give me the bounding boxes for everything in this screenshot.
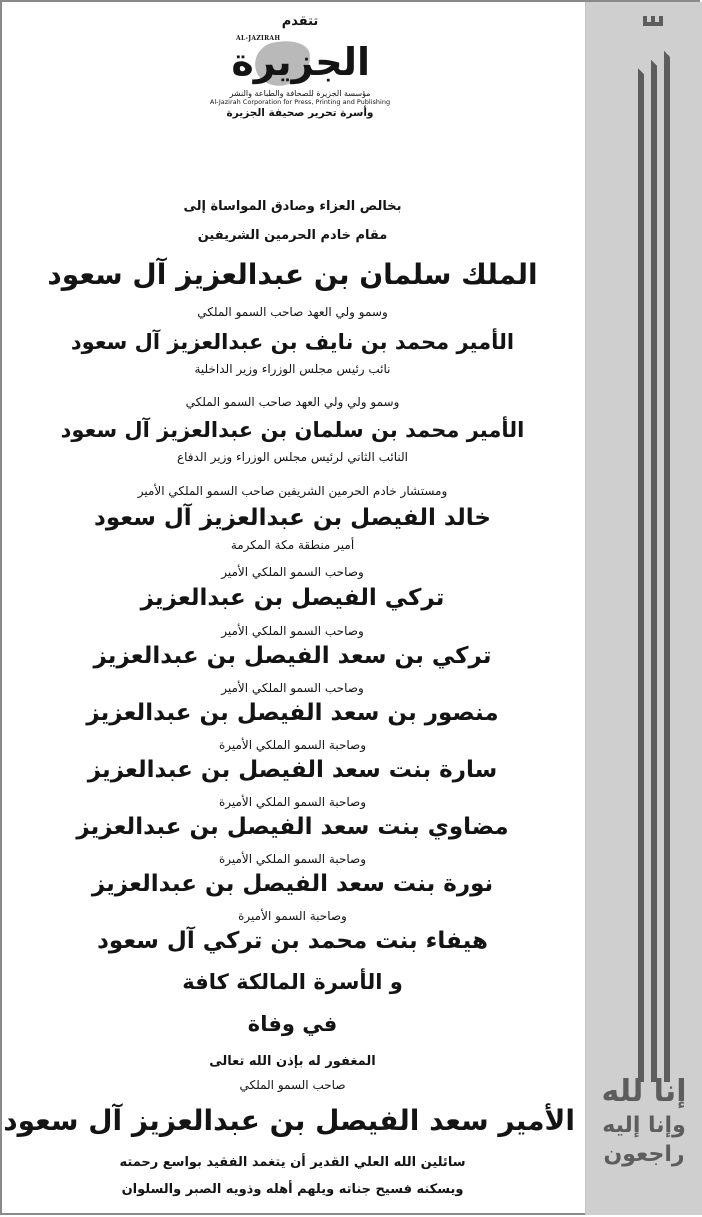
lam-bar-icon: [664, 57, 670, 1082]
king-name: الملك سلمان بن عبدالعزيز آل سعود: [47, 258, 538, 291]
entry-name: تركي الفيصل بن عبدالعزيز: [140, 585, 445, 611]
lam-bar-icon: [651, 66, 657, 1082]
entry-name: خالد الفيصل بن عبدالعزيز آل سعود: [94, 505, 491, 531]
late-prefix: المغفور له بإذن الله تعالى: [209, 1054, 376, 1069]
entry-name: الأمير محمد بن سلمان بن عبدالعزيز آل سعود: [60, 418, 525, 442]
entry-name: تركي بن سعد الفيصل بن عبدالعزيز: [93, 643, 492, 669]
entry-title: وصاحبة السمو الأميرة: [238, 909, 347, 923]
corporation-name-english: Al-Jazirah Corporation for Press, Printing and Publishing: [209, 98, 391, 106]
al-jazirah-logo: [200, 33, 400, 89]
entry-title: ومستشار خادم الحرمين الشريفين صاحب السمو الملكي الأمير: [137, 484, 448, 498]
death-of-label: في وفاة: [247, 1012, 338, 1036]
royal-family-line: و الأسرة المالكة كافة: [182, 970, 403, 994]
entry-name: هيفاء بنت محمد بن تركي آل سعود: [97, 928, 488, 954]
late-title: صاحب السمو الملكي: [239, 1078, 346, 1092]
entry-title: وصاحب السمو الملكي الأمير: [221, 624, 364, 638]
entry-name: مضاوي بنت سعد الفيصل بن عبدالعزيز: [76, 814, 509, 840]
alif-bar-icon: [638, 74, 644, 1082]
logo-latin-name: AL-JAZIRAH: [236, 35, 281, 42]
publisher-logo-block: [200, 14, 400, 119]
prayer-line-2: ويسكنه فسيح جناته ويلهم أهله وذويه الصبر والسلوان: [121, 1182, 464, 1197]
entry-role: النائب الثاني لرئيس مجلس الوزراء وزير الدفاع: [176, 450, 409, 464]
entry-name: منصور بن سعد الفيصل بن عبدالعزيز: [86, 700, 499, 726]
editorial-staff-label: وأسرة تحرير صحيفة الجزيرة: [226, 107, 374, 119]
entry-title: وصاحبة السمو الملكي الأميرة: [218, 852, 367, 866]
entry-name: سارة بنت سعد الفيصل بن عبدالعزيز: [87, 757, 498, 783]
entry-title: وصاحب السمو الملكي الأمير: [221, 681, 364, 695]
verse-line-2: وإنا إليه: [602, 1113, 686, 1138]
intro-line-2: مقام خادم الحرمين الشريفين: [197, 228, 388, 243]
deceased-name: الأمير سعد الفيصل بن عبدالعزيز آل سعود: [3, 1104, 575, 1137]
entry-title: وصاحبة السمو الملكي الأميرة: [218, 738, 367, 752]
prayer-line-1: سائلين الله العلي القدير أن يتغمد الفقيد بواسع رحمته: [119, 1155, 466, 1170]
entry-title: وسمو ولي ولي العهد صاحب السمو الملكي: [185, 395, 400, 409]
entry-role: أمير منطقة مكة المكرمة: [230, 538, 355, 552]
entry-role: نائب رئيس مجلس الوزراء وزير الداخلية: [194, 362, 391, 376]
condolence-content: [3, 0, 575, 1217]
verse-line-1: إنا لله: [601, 1074, 687, 1109]
entry-name: الأمير محمد بن نايف بن عبدالعزيز آل سعود: [70, 330, 515, 354]
intro-line-1: بخالص العزاء وصادق المواساة إلى: [183, 199, 402, 214]
corporation-name-arabic: مؤسسة الجزيرة للصحافة والطباعة والنشر: [229, 89, 371, 98]
entry-title: وسمو ولي العهد صاحب السمو الملكي: [197, 305, 388, 319]
shadda-mark-icon: [643, 16, 663, 26]
logo-arabic-name: الجزيرة: [231, 40, 370, 84]
entry-title: وصاحبة السمو الملكي الأميرة: [218, 795, 367, 809]
entry-name: نورة بنت سعد الفيصل بن عبدالعزيز: [91, 871, 494, 897]
entry-title: وصاحب السمو الملكي الأمير: [221, 565, 364, 579]
verse-line-3: راجعون: [603, 1142, 685, 1167]
quran-verse-panel: [585, 2, 702, 1215]
presents-label: تتقدم: [281, 14, 319, 29]
